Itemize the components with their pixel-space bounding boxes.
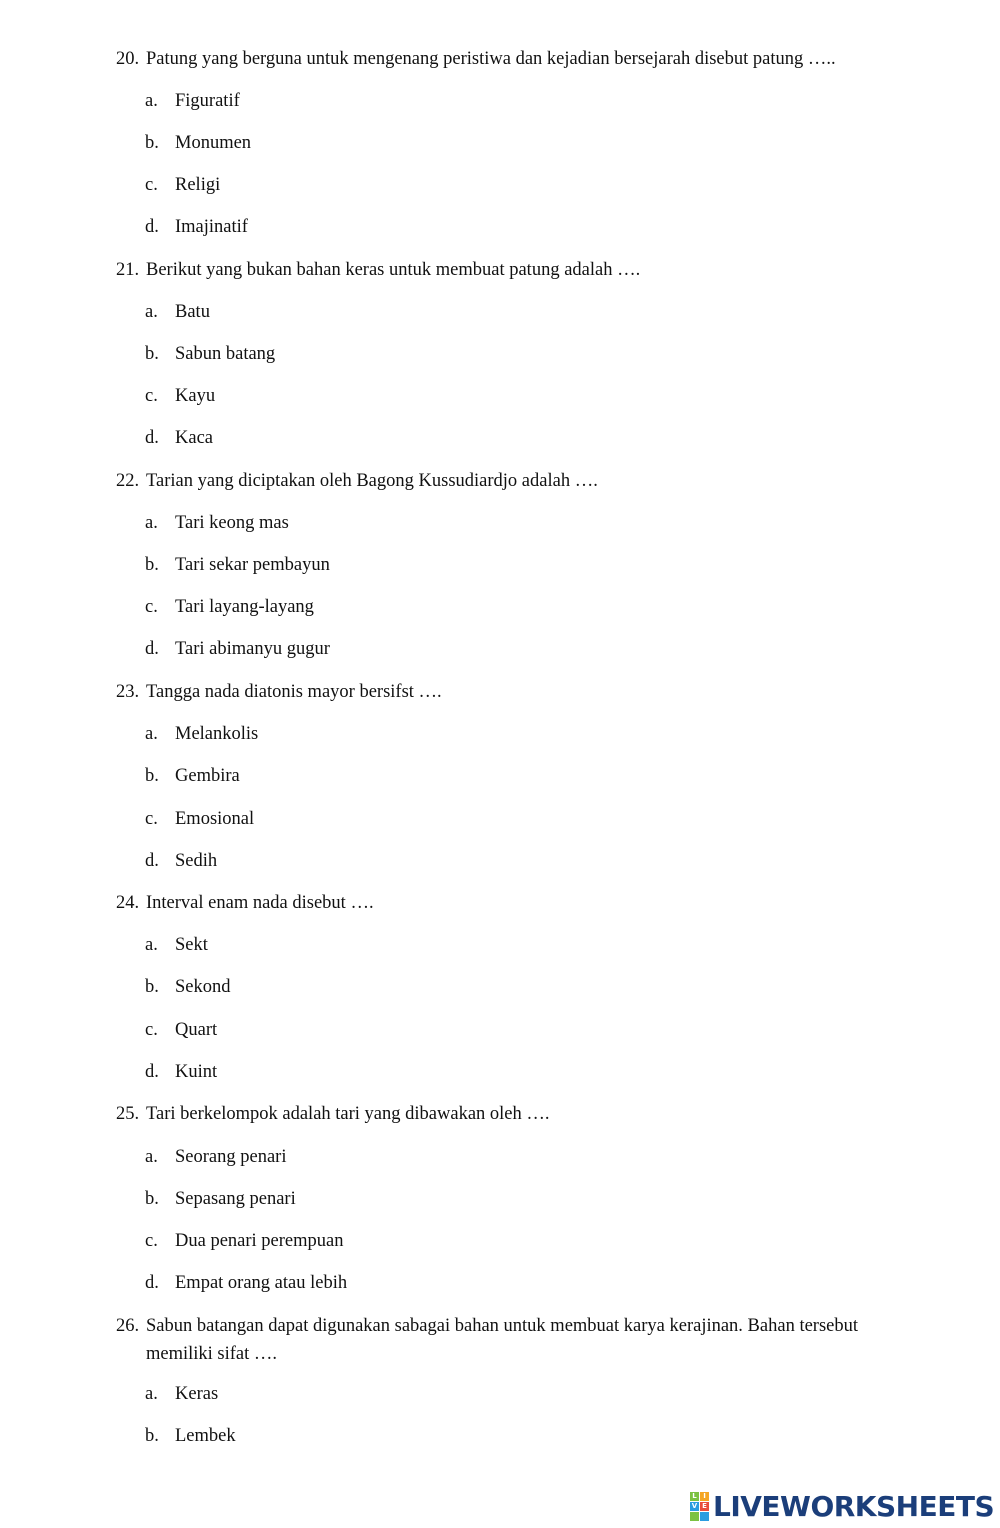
- option-text: Seorang penari: [175, 1147, 287, 1167]
- option-text: Tari keong mas: [175, 513, 289, 533]
- logo-mark-cell: L: [690, 1492, 699, 1501]
- option-letter: d.: [145, 1273, 159, 1293]
- option-text: Figuratif: [175, 91, 240, 111]
- option-letter: d.: [145, 217, 159, 237]
- option-letter: b.: [145, 1426, 159, 1446]
- option-text: Gembira: [175, 766, 240, 786]
- question-number: 26.: [116, 1316, 140, 1336]
- option-text: Batu: [175, 302, 210, 322]
- option-text: Sedih: [175, 851, 218, 871]
- question-text: Tari berkelompok adalah tari yang dibawakan oleh ….: [146, 1104, 550, 1124]
- option-text: Kuint: [175, 1062, 218, 1082]
- question-text: Sabun batangan dapat digunakan sabagai bahan untuk membuat karya kerajinan. Bahan tersebut memiliki sifat ….: [146, 1316, 859, 1364]
- option-letter: a.: [145, 513, 158, 533]
- option-letter: c.: [145, 1020, 158, 1040]
- option-letter: b.: [145, 344, 159, 364]
- option-text: Sepasang penari: [175, 1189, 296, 1209]
- option-text: Tari layang-layang: [175, 597, 314, 617]
- option-22d[interactable]: [145, 635, 330, 663]
- option-letter: b.: [145, 766, 159, 786]
- option-text: Empat orang atau lebih: [175, 1273, 348, 1293]
- option-25a[interactable]: [145, 1143, 286, 1171]
- option-20b[interactable]: [145, 129, 251, 157]
- option-letter: c.: [145, 597, 158, 617]
- question-text: Patung yang berguna untuk mengenang peristiwa dan kejadian bersejarah disebut patung …..: [146, 49, 836, 69]
- option-21c[interactable]: [145, 382, 215, 410]
- option-20a[interactable]: [145, 87, 240, 115]
- option-text: Keras: [175, 1384, 219, 1404]
- option-21d[interactable]: [145, 424, 213, 452]
- option-23a[interactable]: [145, 720, 258, 748]
- option-23b[interactable]: [145, 762, 240, 790]
- option-text: Dua penari perempuan: [175, 1231, 344, 1251]
- option-text: Emosional: [175, 809, 255, 829]
- option-letter: b.: [145, 133, 159, 153]
- option-letter: d.: [145, 428, 159, 448]
- logo-mark-cell: [700, 1512, 709, 1521]
- option-25b[interactable]: [145, 1185, 296, 1213]
- option-text: Religi: [175, 175, 221, 195]
- option-23c[interactable]: [145, 805, 254, 833]
- option-letter: b.: [145, 555, 159, 575]
- option-letter: a.: [145, 935, 158, 955]
- question-22: [116, 467, 916, 495]
- option-20c[interactable]: [145, 171, 220, 199]
- option-24a[interactable]: [145, 931, 208, 959]
- option-26a[interactable]: [145, 1380, 218, 1408]
- option-letter: d.: [145, 639, 159, 659]
- option-22b[interactable]: [145, 551, 330, 579]
- option-letter: d.: [145, 851, 159, 871]
- option-letter: c.: [145, 175, 158, 195]
- option-text: Sekond: [175, 977, 231, 997]
- option-25c[interactable]: [145, 1227, 343, 1255]
- question-23: [116, 678, 916, 706]
- logo-mark-cell: [690, 1512, 699, 1521]
- liveworksheets-mark-icon: [690, 1492, 709, 1521]
- logo-mark-cell: V: [691, 1501, 698, 1510]
- option-letter: a.: [145, 1384, 158, 1404]
- option-text: Kayu: [175, 386, 216, 406]
- option-letter: a.: [145, 91, 158, 111]
- question-number: 24.: [116, 893, 140, 913]
- option-21a[interactable]: [145, 298, 210, 326]
- liveworksheets-logo[interactable]: [690, 1490, 994, 1522]
- question-text: Tarian yang diciptakan oleh Bagong Kussudiardjo adalah ….: [146, 471, 598, 491]
- option-21b[interactable]: [145, 340, 275, 368]
- option-text: Monumen: [175, 133, 252, 153]
- question-number: 25.: [116, 1104, 140, 1124]
- option-letter: b.: [145, 977, 159, 997]
- option-letter: a.: [145, 724, 158, 744]
- option-22a[interactable]: [145, 509, 289, 537]
- option-24b[interactable]: [145, 973, 231, 1001]
- option-text: Kaca: [175, 428, 213, 448]
- option-letter: c.: [145, 1231, 158, 1251]
- option-letter: c.: [145, 386, 158, 406]
- option-20d[interactable]: [145, 213, 248, 241]
- question-20: [116, 45, 916, 73]
- question-21: [116, 256, 916, 284]
- question-26: [116, 1312, 906, 1368]
- question-number: 20.: [116, 49, 140, 69]
- option-text: Lembek: [175, 1426, 236, 1446]
- option-letter: a.: [145, 1147, 158, 1167]
- option-23d[interactable]: [145, 847, 217, 875]
- option-text: Tari abimanyu gugur: [175, 639, 330, 659]
- question-number: 23.: [116, 682, 140, 702]
- option-letter: d.: [145, 1062, 159, 1082]
- option-25d[interactable]: [145, 1269, 347, 1297]
- option-text: Quart: [175, 1020, 218, 1040]
- option-text: Melankolis: [175, 724, 259, 744]
- question-24: [116, 889, 916, 917]
- option-text: Sekt: [175, 935, 208, 955]
- option-26b[interactable]: [145, 1422, 236, 1450]
- question-text: Berikut yang bukan bahan keras untuk membuat patung adalah ….: [146, 260, 641, 280]
- question-text: Interval enam nada disebut ….: [146, 893, 374, 913]
- option-22c[interactable]: [145, 593, 314, 621]
- question-number: 22.: [116, 471, 140, 491]
- option-letter: c.: [145, 809, 158, 829]
- question-number: 21.: [116, 260, 140, 280]
- option-text: Imajinatif: [175, 217, 248, 237]
- option-letter: a.: [145, 302, 158, 322]
- liveworksheets-wordmark: LIVEWORKSHEETS: [713, 1489, 995, 1523]
- option-letter: b.: [145, 1189, 159, 1209]
- option-text: Tari sekar pembayun: [175, 555, 330, 575]
- logo-mark-cell: I: [700, 1492, 709, 1501]
- question-25: [116, 1100, 916, 1128]
- option-24d[interactable]: [145, 1058, 217, 1086]
- logo-mark-cell: E: [700, 1502, 709, 1511]
- option-24c[interactable]: [145, 1016, 217, 1044]
- option-text: Sabun batang: [175, 344, 276, 364]
- question-text: Tangga nada diatonis mayor bersifst ….: [146, 682, 442, 702]
